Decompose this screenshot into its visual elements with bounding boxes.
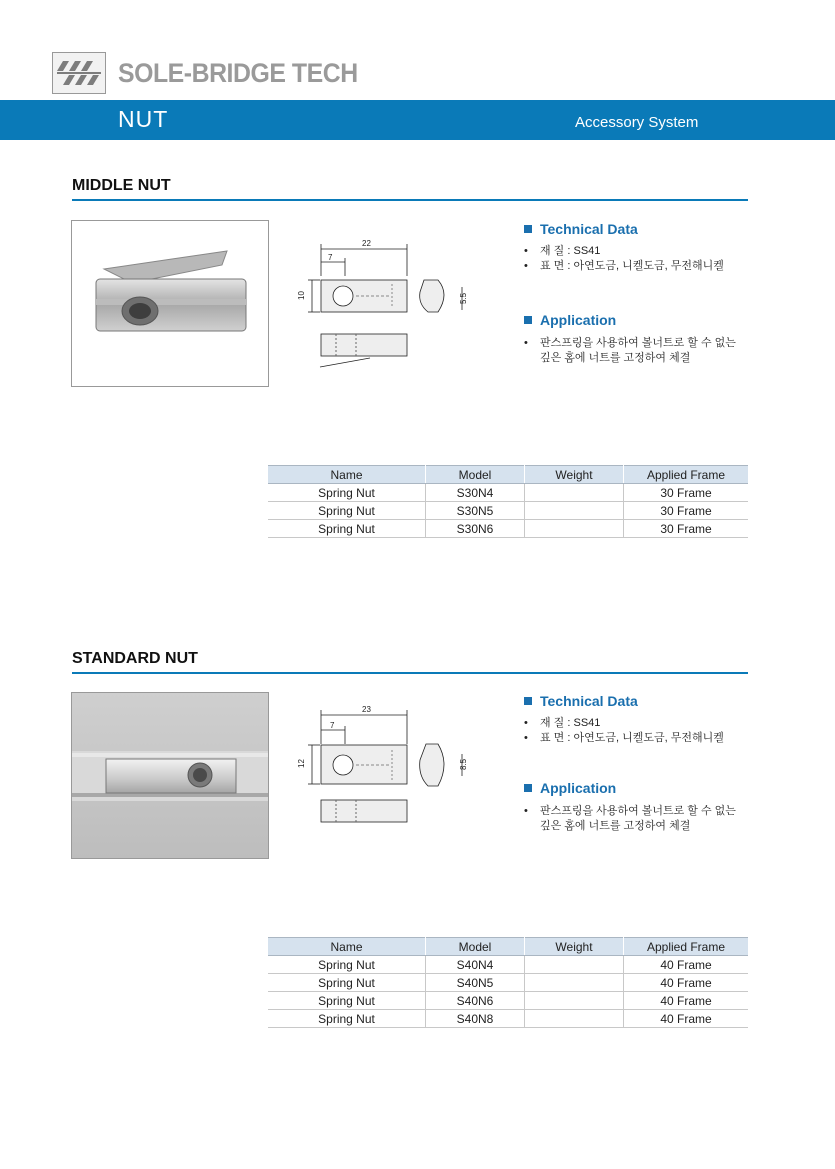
table-header-row bbox=[268, 466, 748, 484]
cell-frame: 40 Frame bbox=[624, 974, 749, 992]
middle-nut-drawing bbox=[290, 232, 490, 377]
table-row bbox=[268, 520, 748, 538]
col-applied-frame: Applied Frame bbox=[624, 466, 749, 484]
dim-side: 8.5 bbox=[459, 758, 468, 770]
material-line: • 재 질 : SS41 bbox=[524, 717, 601, 729]
middle-nut-photo bbox=[71, 220, 269, 387]
application-line: • 판스프링을 사용하여 볼너트로 할 수 없는 bbox=[524, 337, 736, 349]
technical-data-heading: Technical Data bbox=[524, 693, 638, 709]
cell-name: Spring Nut bbox=[268, 956, 426, 974]
cell-model: S40N8 bbox=[426, 1010, 525, 1028]
brand-name: SOLE-BRIDGE TECH bbox=[118, 58, 358, 88]
cell-weight bbox=[525, 956, 624, 974]
dim-offset: 7 bbox=[330, 721, 335, 730]
cell-model: S30N4 bbox=[426, 484, 525, 502]
cell-name: Spring Nut bbox=[268, 484, 426, 502]
dim-length: 22 bbox=[362, 239, 371, 248]
application-line: • 판스프링을 사용하여 볼너트로 할 수 없는 bbox=[524, 805, 736, 817]
cell-model: S40N4 bbox=[426, 956, 525, 974]
application-heading: Application bbox=[524, 312, 616, 328]
dim-side: 5.5 bbox=[459, 292, 468, 304]
technical-data-heading: Technical Data bbox=[524, 221, 638, 237]
table-row bbox=[268, 956, 748, 974]
standard-nut-photo bbox=[71, 692, 269, 859]
section-divider bbox=[72, 199, 748, 201]
cell-frame: 40 Frame bbox=[624, 992, 749, 1010]
dim-length: 23 bbox=[362, 705, 371, 714]
cell-model: S30N5 bbox=[426, 502, 525, 520]
cell-frame: 40 Frame bbox=[624, 1010, 749, 1028]
application-line-2: 깊은 홈에 너트를 고정하여 체결 bbox=[540, 352, 691, 364]
square-bullet-icon bbox=[524, 784, 532, 792]
section-divider bbox=[72, 672, 748, 674]
table-row bbox=[268, 1010, 748, 1028]
cell-name: Spring Nut bbox=[268, 502, 426, 520]
square-bullet-icon bbox=[524, 316, 532, 324]
cell-weight bbox=[525, 992, 624, 1010]
square-bullet-icon bbox=[524, 225, 532, 233]
cell-frame: 30 Frame bbox=[624, 520, 749, 538]
page-title: NUT bbox=[118, 106, 169, 132]
cell-model: S30N6 bbox=[426, 520, 525, 538]
col-model: Model bbox=[426, 938, 525, 956]
cell-name: Spring Nut bbox=[268, 974, 426, 992]
cell-weight bbox=[525, 502, 624, 520]
application-heading: Application bbox=[524, 780, 616, 796]
cell-name: Spring Nut bbox=[268, 520, 426, 538]
col-weight: Weight bbox=[525, 466, 624, 484]
table-row bbox=[268, 974, 748, 992]
surface-line: • 표 면 : 아연도금, 니켈도금, 무전해니켈 bbox=[524, 260, 724, 272]
page-subtitle: Accessory System bbox=[575, 114, 699, 131]
dim-height: 12 bbox=[297, 759, 306, 768]
material-line: • 재 질 : SS41 bbox=[524, 245, 601, 257]
standard-nut-spec-table bbox=[268, 937, 748, 1028]
table-header-row bbox=[268, 938, 748, 956]
cell-weight bbox=[525, 974, 624, 992]
cell-model: S40N5 bbox=[426, 974, 525, 992]
table-row bbox=[268, 484, 748, 502]
section-title-middle-nut: MIDDLE NUT bbox=[72, 177, 171, 194]
cell-name: Spring Nut bbox=[268, 1010, 426, 1028]
table-row bbox=[268, 992, 748, 1010]
col-weight: Weight bbox=[525, 938, 624, 956]
col-name: Name bbox=[268, 466, 426, 484]
slash-stripes-logo-icon bbox=[52, 52, 106, 94]
col-applied-frame: Applied Frame bbox=[624, 938, 749, 956]
cell-weight bbox=[525, 520, 624, 538]
section-title-standard-nut: STANDARD NUT bbox=[72, 650, 198, 667]
cell-model: S40N6 bbox=[426, 992, 525, 1010]
cell-frame: 40 Frame bbox=[624, 956, 749, 974]
cell-name: Spring Nut bbox=[268, 992, 426, 1010]
cell-weight bbox=[525, 1010, 624, 1028]
dim-height: 10 bbox=[297, 291, 306, 300]
col-model: Model bbox=[426, 466, 525, 484]
cell-frame: 30 Frame bbox=[624, 502, 749, 520]
middle-nut-spec-table bbox=[268, 465, 748, 538]
table-row bbox=[268, 502, 748, 520]
dim-offset: 7 bbox=[328, 253, 333, 262]
cell-frame: 30 Frame bbox=[624, 484, 749, 502]
standard-nut-drawing bbox=[290, 704, 490, 849]
surface-line: • 표 면 : 아연도금, 니켈도금, 무전해니켈 bbox=[524, 732, 724, 744]
cell-weight bbox=[525, 484, 624, 502]
application-line-2: 깊은 홈에 너트를 고정하여 체결 bbox=[540, 820, 691, 832]
square-bullet-icon bbox=[524, 697, 532, 705]
col-name: Name bbox=[268, 938, 426, 956]
